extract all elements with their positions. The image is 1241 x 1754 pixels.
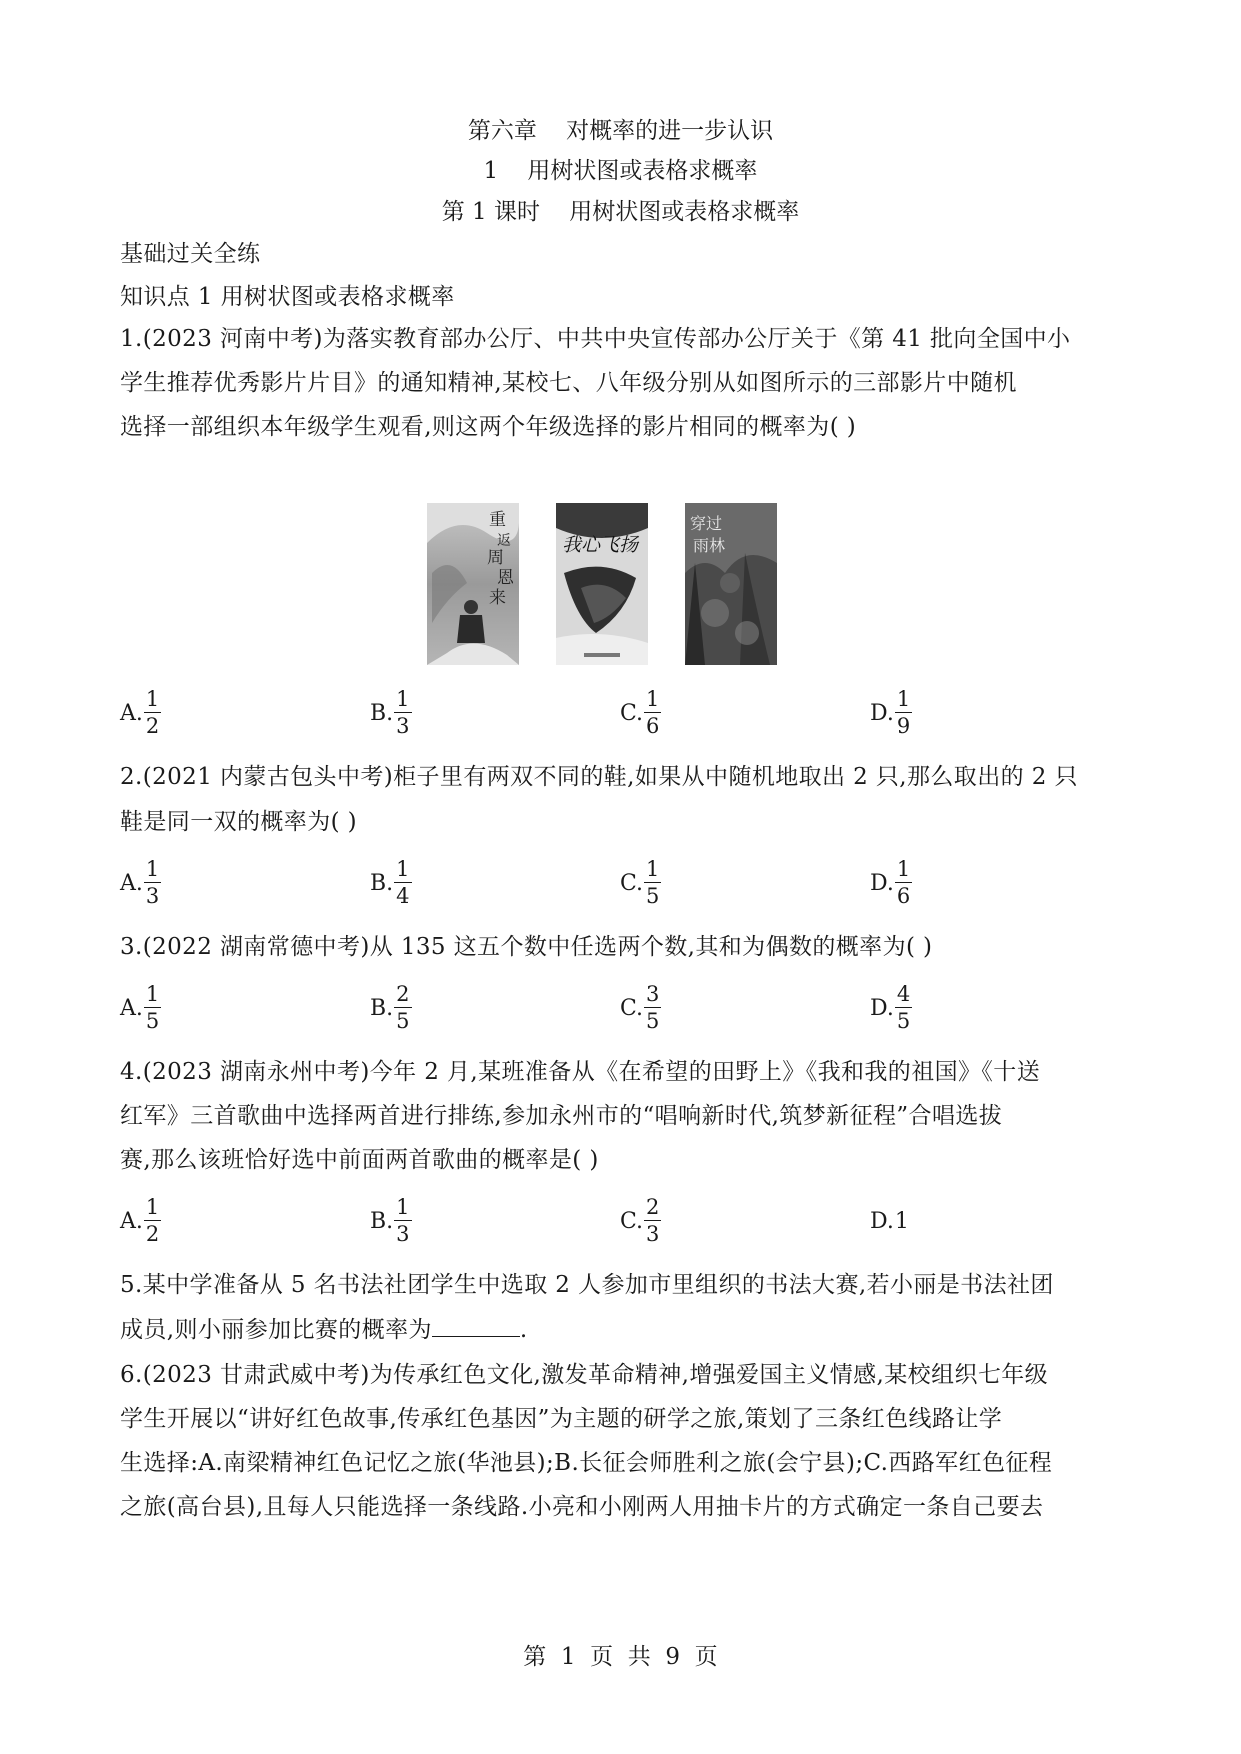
fraction: $\frac{1}{5}$ (145, 982, 160, 1033)
question-4-line-3: 赛,那么该班恰好选中前面两首歌曲的概率是( ) (120, 1147, 599, 1173)
question-4-line-1: 4.(2023 湖南永州中考)今年 2 月,某班准备从《在希望的田野上》《我和我的祖国》《十送 (120, 1059, 1041, 1085)
svg-text:穿过: 穿过 (690, 514, 723, 533)
question-5-line-2 (120, 1311, 528, 1344)
section-title: 1 用树状图或表格求概率 (483, 158, 758, 184)
poster-portrait-icon (427, 503, 519, 665)
question-6-line-3: 生选择:A.南梁精神红色记忆之旅(华池县);B.长征会师胜利之旅(会宁县);C.西路军红色征程 (120, 1450, 1053, 1476)
fraction: $\frac{3}{5}$ (646, 982, 660, 1033)
fraction: $\frac{1}{9}$ (896, 687, 911, 738)
question-2-line-2: 鞋是同一双的概率为( ) (120, 809, 358, 835)
option-a[interactable]: A. $\frac{1}{2}$ (120, 1195, 160, 1246)
option-b[interactable]: B. $\frac{1}{3}$ (370, 687, 410, 738)
question-6-line-4: 之旅(高台县),且每人只能选择一条线路.小亮和小刚两人用抽卡片的方式确定一条自己要去 (120, 1494, 1044, 1520)
svg-text:周: 周 (487, 548, 504, 568)
question-3-options (120, 973, 1120, 1043)
fraction: $\frac{4}{5}$ (896, 982, 911, 1033)
answer-blank[interactable] (432, 1316, 520, 1337)
option-c[interactable]: C. $\frac{2}{3}$ (620, 1195, 660, 1246)
option-a[interactable]: A. $\frac{1}{5}$ (120, 982, 160, 1033)
question-6-line-2: 学生开展以“讲好红色故事,传承红色基因”为主题的研学之旅,策划了三条红色线路让学 (120, 1406, 1003, 1432)
question-1-line-3: 选择一部组织本年级学生观看,则这两个年级选择的影片相同的概率为( ) (120, 414, 857, 440)
svg-text:雨林: 雨林 (693, 536, 726, 555)
svg-text:恩: 恩 (497, 568, 514, 588)
svg-text:返: 返 (497, 533, 511, 549)
option-b[interactable]: B. $\frac{2}{5}$ (370, 982, 410, 1033)
fraction: $\frac{1}{4}$ (396, 857, 410, 908)
fraction: $\frac{1}{3}$ (145, 857, 160, 908)
option-a[interactable]: A. $\frac{1}{2}$ (120, 687, 160, 738)
lesson-title: 第 1 课时 用树状图或表格求概率 (441, 199, 800, 225)
question-5-line-1: 5.某中学准备从 5 名书法社团学生中选取 2 人参加市里组织的书法大赛,若小丽是书法社团 (120, 1272, 1054, 1298)
option-c[interactable]: C. $\frac{1}{6}$ (620, 687, 660, 738)
option-a[interactable]: A. $\frac{1}{3}$ (120, 857, 160, 908)
option-c[interactable]: C. $\frac{3}{5}$ (620, 982, 660, 1033)
part-title: 基础过关全练 (120, 241, 261, 267)
fraction: $\frac{1}{3}$ (396, 687, 410, 738)
question-6-line-1: 6.(2023 甘肃武威中考)为传承红色文化,激发革命精神,增强爱国主义情感,某校组织七年级 (120, 1362, 1049, 1388)
question-5-text: 成员,则小丽参加比赛的概率为 (120, 1317, 432, 1343)
chapter-title: 第六章 对概率的进一步认识 (467, 118, 774, 144)
fraction: $\frac{1}{5}$ (646, 857, 660, 908)
fraction: $\frac{1}{2}$ (145, 1195, 160, 1246)
option-b[interactable]: B. $\frac{1}{4}$ (370, 857, 410, 908)
question-4-options (120, 1186, 1120, 1256)
question-5-period: . (519, 1317, 528, 1343)
knowledge-point-title: 知识点 1 用树状图或表格求概率 (120, 284, 455, 310)
fraction: $\frac{2}{3}$ (646, 1195, 660, 1246)
fraction: $\frac{1}{2}$ (145, 687, 160, 738)
poster-rainforest-icon (685, 503, 777, 665)
option-c[interactable]: C. $\frac{1}{5}$ (620, 857, 660, 908)
fraction: $\frac{2}{5}$ (396, 982, 410, 1033)
poster-skater-icon (556, 503, 648, 665)
option-d[interactable]: D. $\frac{1}{9}$ (870, 687, 911, 738)
question-1-options (120, 678, 1120, 748)
question-2-line-1: 2.(2021 内蒙古包头中考)柜子里有两双不同的鞋,如果从中随机地取出 2 只,那么取出的 2 只 (120, 764, 1078, 790)
option-b[interactable]: B. $\frac{1}{3}$ (370, 1195, 410, 1246)
svg-text:我心飞扬: 我心飞扬 (562, 534, 639, 556)
option-d-value: 1 (894, 1208, 909, 1234)
question-1-line-1: 1.(2023 河南中考)为落实教育部办公厅、中共中央宣传部办公厅关于《第 41 批向全国中小 (120, 326, 1071, 352)
question-3-line-1: 3.(2022 湖南常德中考)从 135 这五个数中任选两个数,其和为偶数的概率为( ) (120, 934, 933, 960)
option-d[interactable]: D. $\frac{4}{5}$ (870, 982, 911, 1033)
option-d[interactable]: D. $\frac{1}{6}$ (870, 857, 911, 908)
fraction: $\frac{1}{3}$ (396, 1195, 410, 1246)
fraction: $\frac{1}{6}$ (646, 687, 660, 738)
question-1-line-2: 学生推荐优秀影片片目》的通知精神,某校七、八年级分别从如图所示的三部影片中随机 (120, 370, 1017, 396)
question-4-line-2: 红军》三首歌曲中选择两首进行排练,参加永州市的“唱响新时代,筑梦新征程”合唱选拔 (120, 1103, 1003, 1129)
option-d[interactable]: D. 1 (870, 1208, 909, 1234)
page-footer: 第 1 页 共 9 页 (523, 1644, 718, 1670)
fraction: $\frac{1}{6}$ (896, 857, 911, 908)
question-2-options (120, 848, 1120, 918)
poster-1-title-char: 重 (489, 510, 506, 530)
svg-text:来: 来 (489, 588, 506, 608)
